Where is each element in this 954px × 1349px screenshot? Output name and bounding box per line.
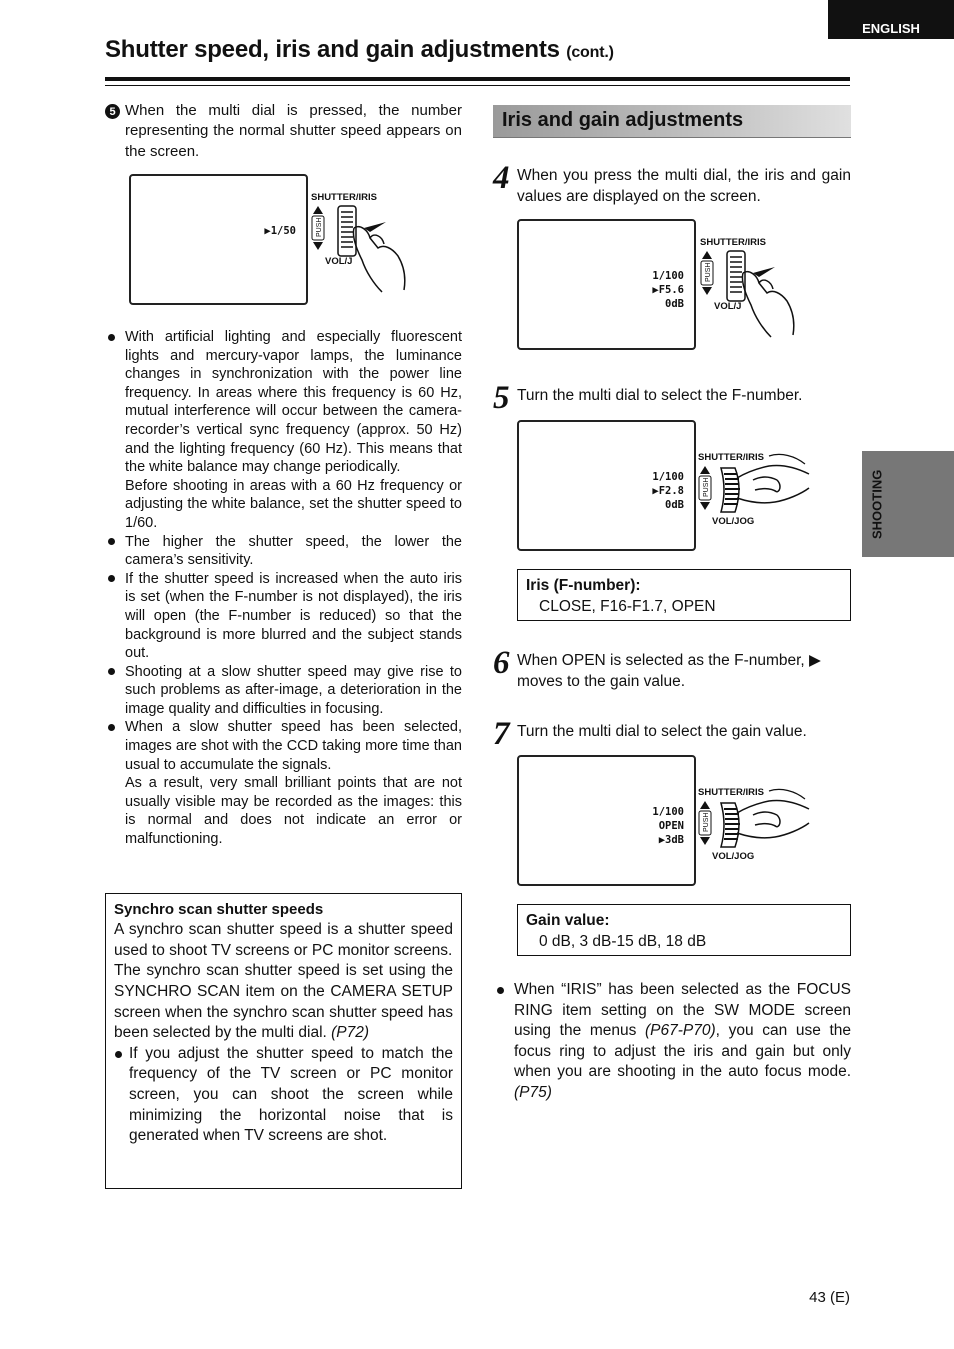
rotate-arc-icon	[769, 454, 805, 464]
language-label: ENGLISH	[862, 21, 920, 36]
step-7	[493, 716, 851, 752]
hand-turn-icon	[737, 465, 809, 502]
viewfinder-screen-7	[517, 755, 696, 886]
iris-box-value: CLOSE, F16-F1.7, OPEN	[539, 598, 716, 615]
synchro-heading: Synchro scan shutter speeds	[114, 901, 324, 918]
synchro-paragraph-1: A synchro scan shutter speed is a shutter speed used to shoot TV screens or PC monitor screens.	[114, 921, 453, 959]
note-text-b: , you can use the focus ring to adjust the iris and gain but only when you are shooting in the auto focus mode.	[514, 1022, 851, 1080]
up-arrow-icon	[700, 801, 710, 809]
down-arrow-icon	[313, 242, 323, 250]
multi-dial-illustration-1	[308, 186, 418, 298]
left-step-5	[105, 101, 462, 162]
side-tab-label: SHOOTING	[869, 469, 885, 539]
down-arrow-icon	[700, 837, 710, 845]
step-4	[493, 160, 851, 207]
hand-turn-icon	[737, 800, 809, 837]
viewfinder-screen-5	[517, 420, 696, 551]
bullet-dot	[108, 538, 115, 545]
osd-iris-gain: 1/100 ▶F2.8 0dB	[652, 471, 684, 511]
list-item	[105, 570, 462, 663]
step-6-text: When OPEN is selected as the F-number, ▶ moves to the gain value.	[517, 652, 821, 690]
language-tab	[828, 0, 954, 39]
list-item	[105, 718, 462, 848]
step-number-circle: 5	[105, 104, 120, 119]
step-7-text: Turn the multi dial to select the gain value.	[517, 723, 807, 740]
step-number: 7	[493, 716, 510, 752]
synchro-scan-box	[105, 893, 462, 1189]
push-label: PUSH	[703, 812, 710, 832]
left-bullet-list	[105, 328, 462, 849]
bullet-text: If the shutter speed is increased when the auto iris is set (when the F-number is not displayed), the iris will open (the F-number is reduced) so that the background is more blurred and the subject stands out.	[125, 570, 462, 662]
gain-box-value: 0 dB, 3 dB-15 dB, 18 dB	[539, 933, 707, 950]
step-number: 5	[493, 380, 510, 416]
synchro-paragraph-2-text: The synchro scan shutter speed is set using the SYNCHRO SCAN item on the CAMERA SETUP screen when the synchro scan shutter speed has been selected by the multi dial.	[114, 962, 453, 1042]
bullet-dot	[108, 668, 115, 675]
title-rule-thick	[105, 77, 850, 81]
step-6	[493, 645, 851, 692]
bullet-text: Before shooting in areas with a 60 Hz frequency or adjusting the white balance, set the shutter speed to 1/60.	[125, 477, 462, 531]
bullet-text: Shooting at a slow shutter speed may give rise to such problems as after-image, a deterioration in the image quality and difficulties in focusing.	[125, 663, 462, 717]
bullet-dot	[108, 575, 115, 582]
bullet-text: When a slow shutter speed has been selected, images are shot with the CCD taking more time than usual to accumulate the signals.	[125, 719, 462, 773]
focus-ring-note	[493, 980, 851, 1103]
rotate-arc-icon	[769, 789, 805, 799]
page-number: 43 (E)	[809, 1289, 850, 1306]
dial-label-bottom: VOL/JOG	[712, 516, 755, 527]
push-label: PUSH	[316, 217, 323, 237]
gain-range-box	[517, 904, 851, 956]
osd-iris-gain: 1/100 ▶F5.6 0dB	[652, 270, 684, 310]
push-label: PUSH	[703, 477, 710, 497]
page-reference: (P75)	[514, 1083, 552, 1101]
step-number: 4	[493, 160, 510, 196]
dial-label-top: SHUTTER/IRIS	[698, 452, 764, 463]
list-item	[105, 663, 462, 719]
section-heading-bar	[493, 105, 851, 138]
viewfinder-screen-1	[129, 174, 308, 305]
page-title-text: Shutter speed, iris and gain adjustments	[105, 36, 560, 63]
multi-dial-illustration-4	[697, 231, 807, 343]
viewfinder-screen-4	[517, 219, 696, 350]
bullet-text: As a result, very small brilliant points that are not usually visible may be recorded as the images: this is normal and does not indicate an error or malfunctioning.	[125, 775, 462, 848]
dial-label-bottom: VOL/J	[714, 301, 742, 312]
bullet-dot	[108, 334, 115, 341]
dial-label-top: SHUTTER/IRIS	[700, 237, 766, 248]
up-arrow-icon	[313, 206, 323, 214]
dial-label-top: SHUTTER/IRIS	[698, 787, 764, 798]
dial-label-top: SHUTTER/IRIS	[311, 192, 377, 203]
bullet-text: The higher the shutter speed, the lower the camera’s sensitivity.	[125, 533, 462, 569]
section-side-tab	[862, 451, 954, 557]
up-arrow-icon	[700, 466, 710, 474]
step-5-text: Turn the multi dial to select the F-number.	[517, 387, 803, 404]
bullet-dot	[115, 1051, 122, 1058]
iris-range-box	[517, 569, 851, 621]
down-arrow-icon	[700, 502, 710, 510]
bullet-text: With artificial lighting and especially fluorescent lights and mercury-vapor lamps, the luminance changes in synchronization with the power line frequency. In areas where this frequency is 60 Hz, mutual interference will occur between the camera-recorder’s vertical sync frequency (approx. 50 Hz) and the lighting frequency (60 Hz). This means that the white balance may change periodically.	[125, 329, 462, 476]
gain-box-heading: Gain value:	[526, 912, 610, 929]
page-reference: (P67-P70)	[645, 1022, 716, 1039]
finger-press-icon	[742, 272, 793, 337]
press-arrow-icon	[753, 267, 775, 277]
title-rule-thin	[105, 85, 850, 86]
note-text-a: When “IRIS” has been selected as the FOCUS RING item setting on the SW MODE screen using the menus	[514, 981, 851, 1039]
page-title	[105, 36, 614, 64]
up-arrow-icon	[702, 251, 712, 259]
bullet-dot	[497, 987, 504, 994]
focus-ring-note-text	[514, 980, 851, 1103]
step-number: 6	[493, 645, 510, 681]
multi-dial-illustration-5	[697, 446, 817, 530]
synchro-paragraph-2	[114, 961, 453, 1043]
synchro-bullet-text: If you adjust the shutter speed to match the frequency of the TV screen or PC monitor screen, you can shoot the screen while minimizing the horizontal noise that is generated when TV screens are shot.	[129, 1044, 453, 1145]
push-label: PUSH	[705, 262, 712, 282]
osd-shutter-speed: ▶1/50	[264, 225, 296, 237]
page-reference: (P72)	[331, 1024, 370, 1042]
step-5	[493, 380, 851, 416]
dial-label-bottom: VOL/J	[325, 256, 353, 267]
iris-box-heading: Iris (F-number):	[526, 577, 641, 594]
down-arrow-icon	[702, 287, 712, 295]
osd-iris-gain: 1/100 OPEN ▶3dB	[652, 806, 684, 846]
multi-dial-illustration-7	[697, 781, 817, 865]
list-item	[105, 328, 462, 533]
press-arrow-icon	[364, 222, 386, 232]
left-step-5-text: When the multi dial is pressed, the number representing the normal shutter speed appears on the screen.	[125, 102, 462, 160]
synchro-bullet	[114, 1044, 453, 1147]
bullet-dot	[108, 724, 115, 731]
list-item	[105, 533, 462, 570]
section-heading: Iris and gain adjustments	[502, 109, 744, 131]
finger-press-icon	[353, 227, 404, 292]
step-4-text: When you press the multi dial, the iris and gain values are displayed on the screen.	[517, 167, 851, 205]
dial-label-bottom: VOL/JOG	[712, 851, 755, 862]
title-suffix: (cont.)	[566, 44, 614, 61]
